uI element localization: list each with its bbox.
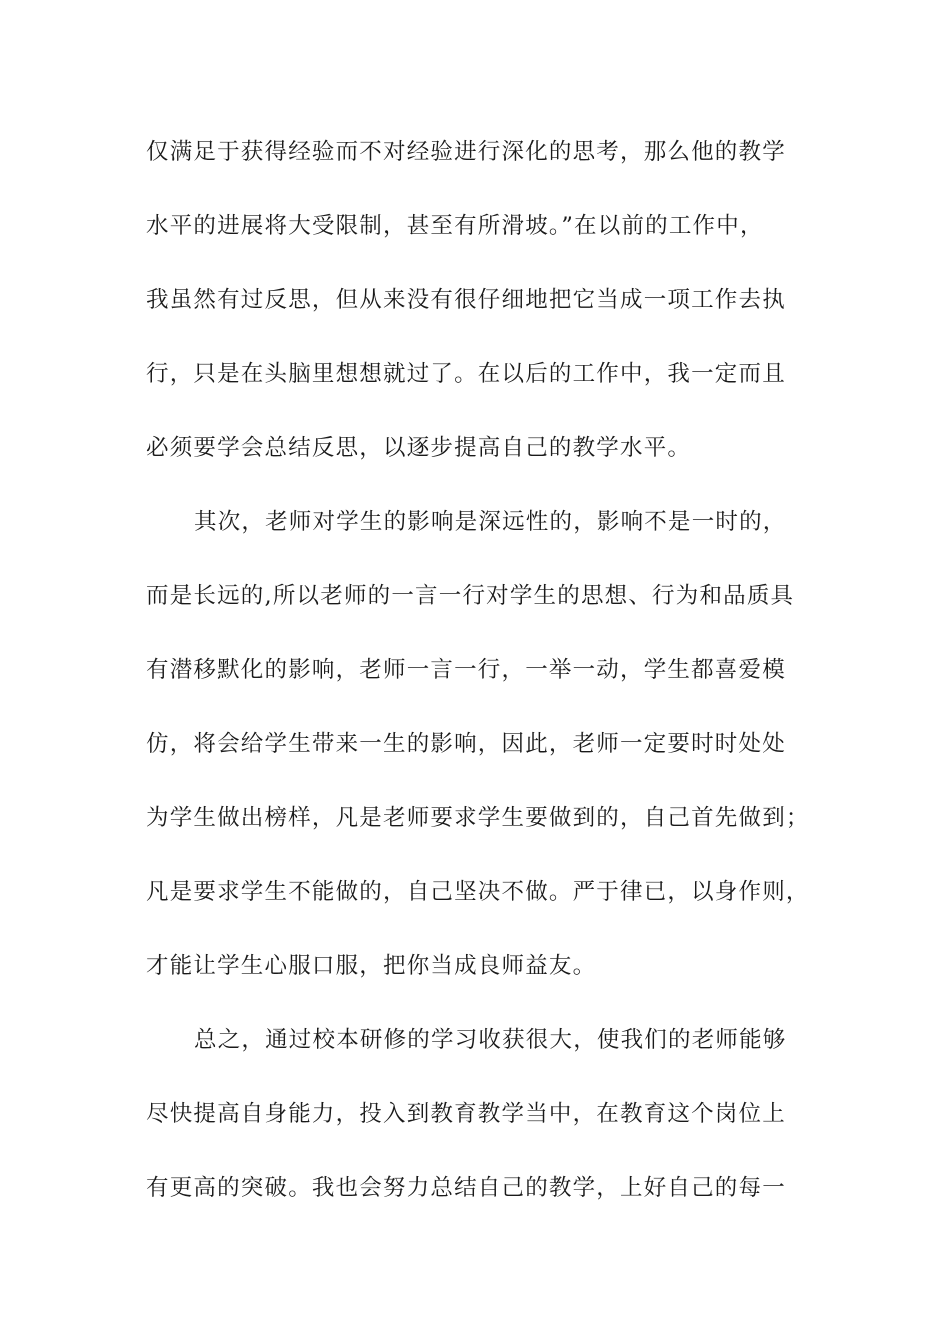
paragraph-2-line-1: 其次，老师对学生的影响是深远性的，影响不是一时的， bbox=[194, 509, 787, 535]
document-body bbox=[146, 130, 826, 1240]
paragraph-2-line-4: 仿，将会给学生带来一生的影响，因此，老师一定要时时处处 bbox=[146, 731, 786, 757]
text-line-2: 水平的进展将大受限制，甚至有所滑坡。”在以前的工作中， bbox=[146, 213, 764, 239]
text-line-4: 行，只是在头脑里想想就过了。在以后的工作中，我一定而且 bbox=[146, 361, 786, 387]
paragraph-3-line-1: 总之，通过校本研修的学习收获很大，使我们的老师能够 bbox=[194, 1027, 787, 1053]
text-line-3: 我虽然有过反思，但从来没有很仔细地把它当成一项工作去执 bbox=[146, 287, 786, 313]
paragraph-2-line-3: 有潜移默化的影响，老师一言一行，一举一动，学生都喜爱模 bbox=[146, 657, 786, 683]
paragraph-2-line-5: 为学生做出榜样，凡是老师要求学生要做到的，自己首先做到； bbox=[146, 805, 810, 831]
paragraph-2-line-6: 凡是要求学生不能做的，自己坚决不做。严于律已，以身作则， bbox=[146, 879, 810, 905]
paragraph-3-line-3: 有更高的突破。我也会努力总结自己的教学，上好自己的每一 bbox=[146, 1175, 786, 1201]
paragraph-3-line-2: 尽快提高自身能力，投入到教育教学当中，在教育这个岗位上 bbox=[146, 1101, 786, 1127]
paragraph-2-line-7: 才能让学生心服口服，把你当成良师益友。 bbox=[146, 953, 597, 979]
text-line-1: 仅满足于获得经验而不对经验进行深化的思考，那么他的教学 bbox=[146, 139, 786, 165]
paragraph-2-line-2: 而是长远的,所以老师的一言一行对学生的思想、行为和品质具 bbox=[146, 583, 795, 609]
text-line-5: 必须要学会总结反思，以逐步提高自己的教学水平。 bbox=[146, 435, 692, 461]
